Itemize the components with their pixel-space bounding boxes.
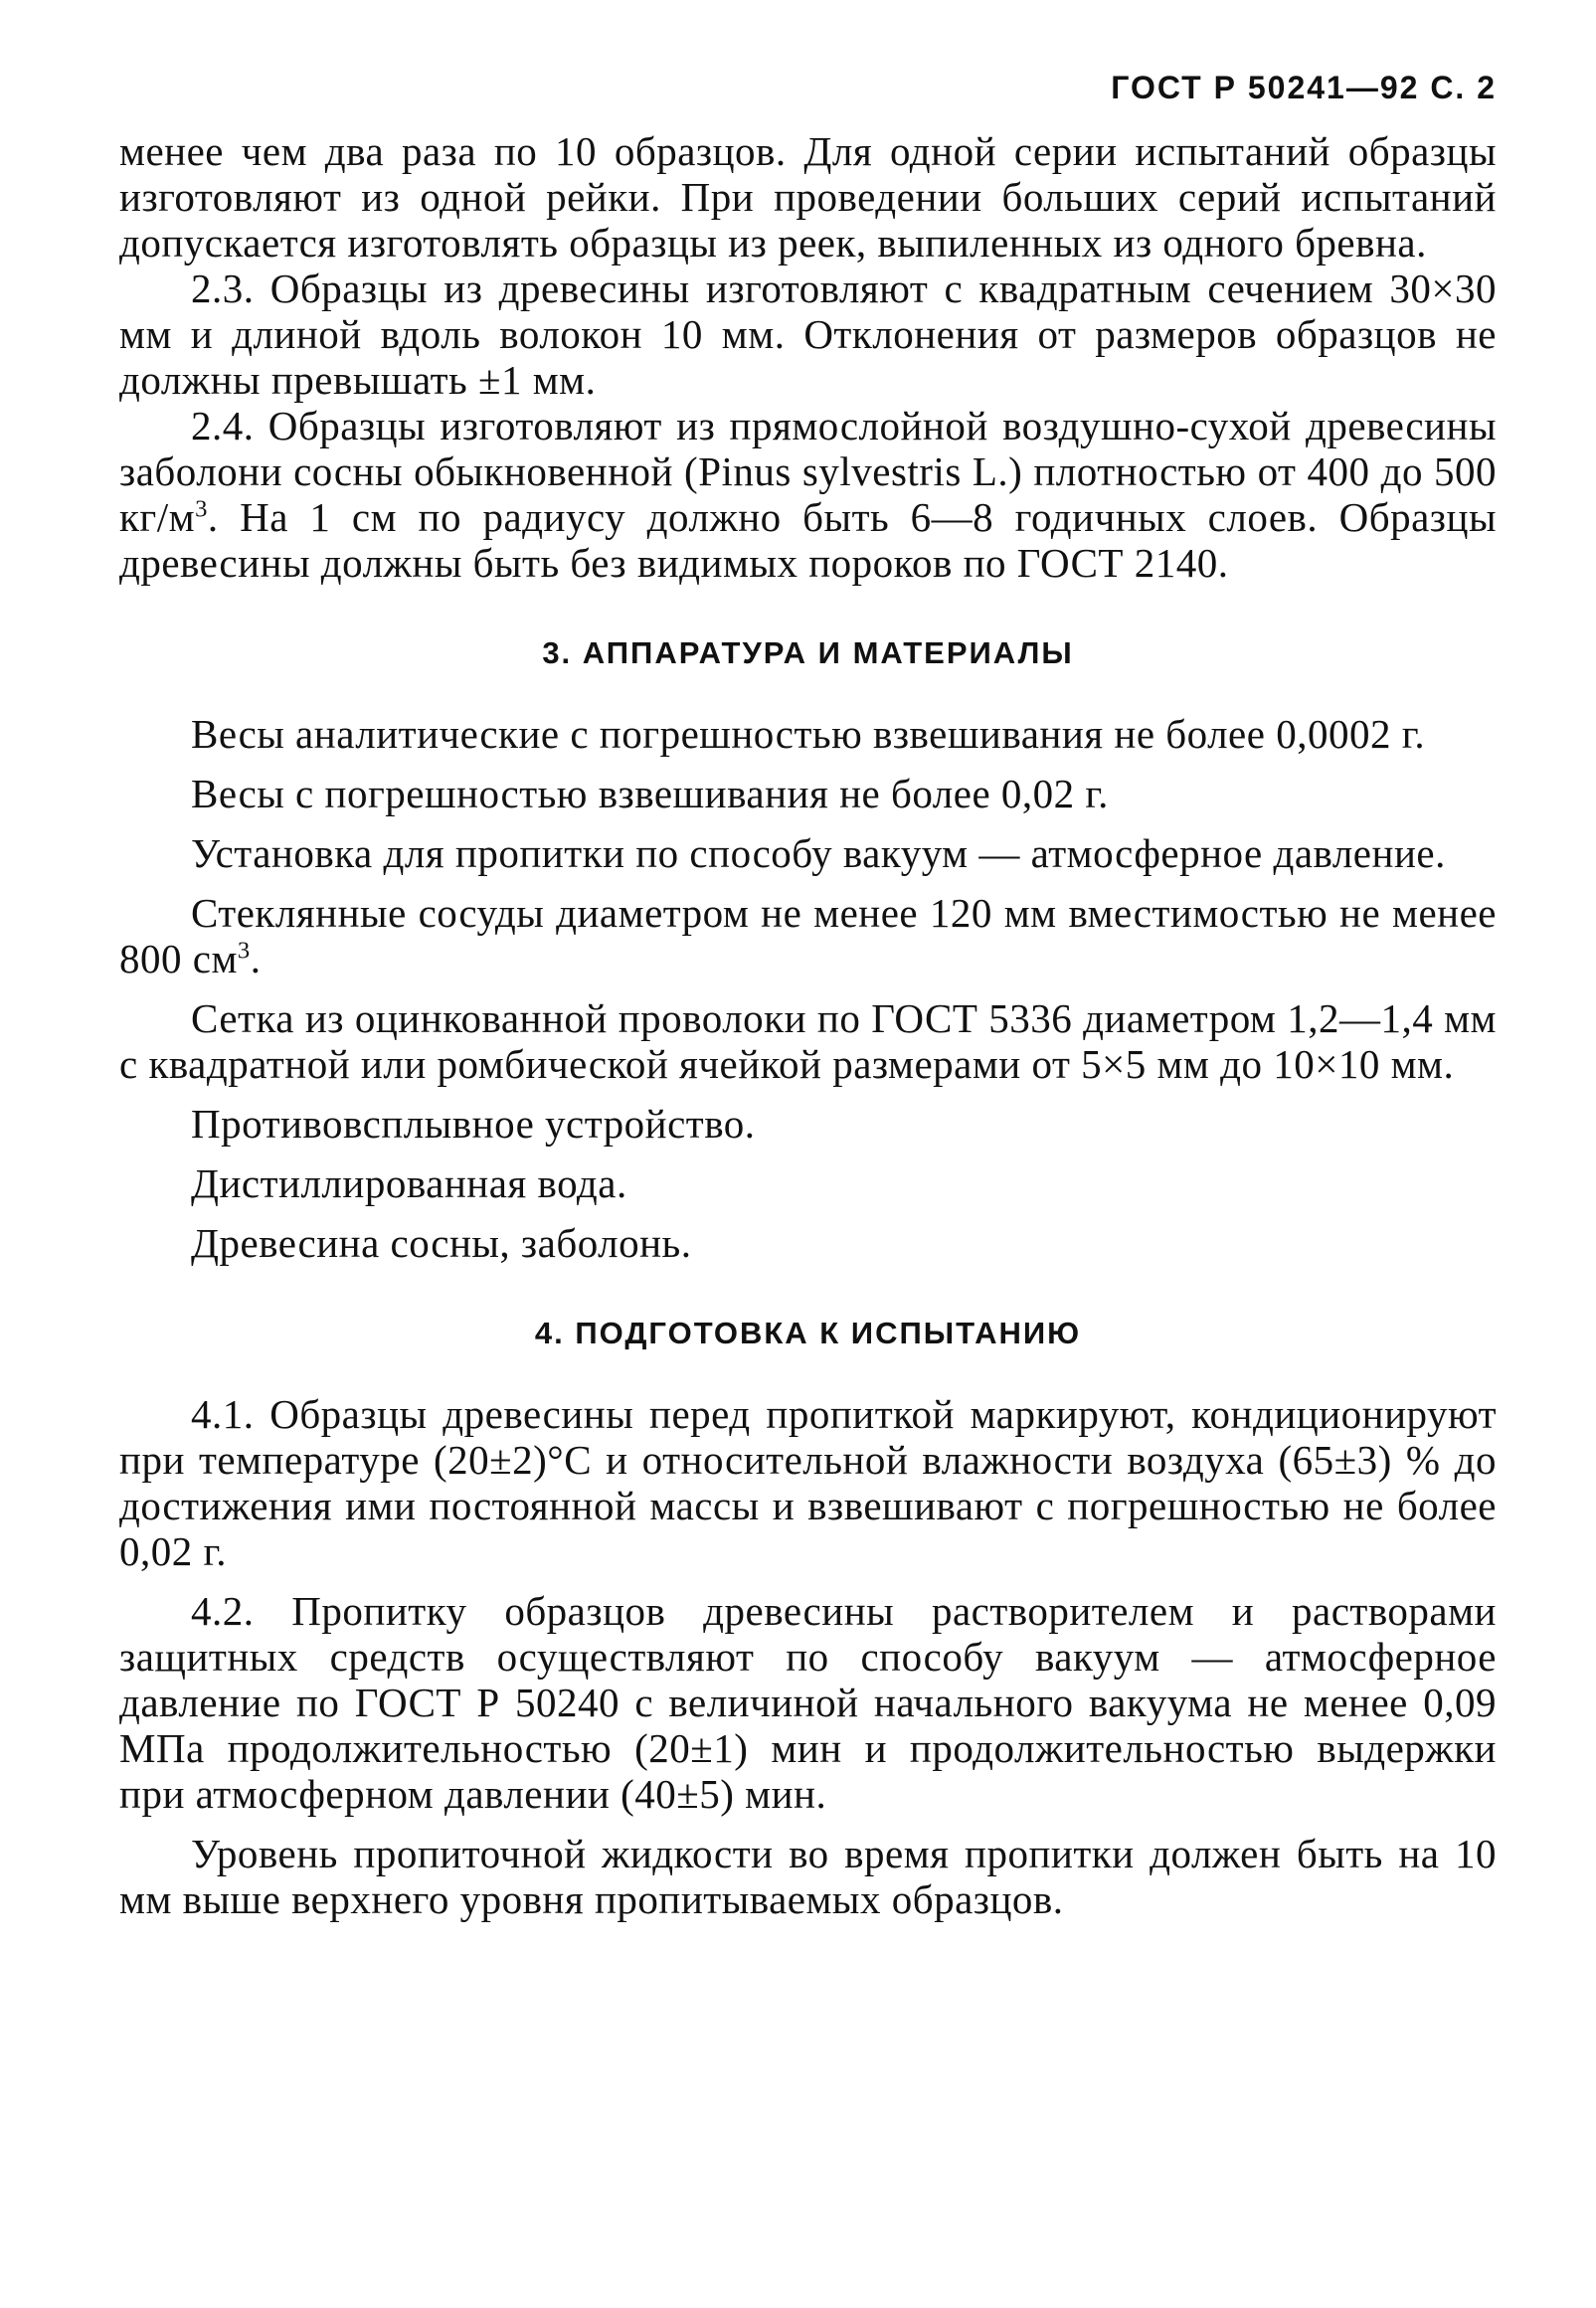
- glass-vessels-text-b: .: [250, 936, 262, 981]
- section2-continuation: менее чем два раза по 10 образцов. Для одной серии испытаний образцы изготовляют из одной рейки. При проведении больших серий испытаний допускается изготовлять образцы из реек, выпиленных из одного бревна.: [119, 128, 1497, 266]
- section4-title: 4. ПОДГОТОВКА К ИСПЫТАНИЮ: [534, 1316, 1082, 1350]
- running-header: ГОСТ Р 50241—92 С. 2: [1111, 70, 1497, 105]
- clause-4-1: 4.1. Образцы древесины перед пропиткой маркируют, кондиционируют при температуре (20±2)°С и относительной влажности воздуха (65±3) % до достижения ими постоянной массы и взвешивают с погрешностью не более 0,02 г.: [119, 1391, 1497, 1574]
- equipment-item-anti-float-device: Противовсплывное устройство.: [191, 1101, 756, 1147]
- section3-title: 3. АППАРАТУРА И МАТЕРИАЛЫ: [542, 635, 1074, 670]
- clause-2-4: [119, 403, 1497, 586]
- equipment-item-scales: Весы с погрешностью взвешивания не более 0,02 г.: [191, 771, 1109, 816]
- equipment-item-distilled-water: Дистиллированная вода.: [191, 1160, 627, 1206]
- clause-2-4-text-a: 2.4. Образцы изготовляют из прямослойной воздушно-сухой древесины заболони сосны обыкновенной (Pinus sylvestris L.) плотностью от 400 до 500 кг/м: [119, 403, 1497, 540]
- clause-2-4-text-b: . На 1 см по радиусу должно быть 6—8 годичных слоев. Образцы древесины должны быть без видимых пороков по ГОСТ 2140.: [119, 494, 1497, 586]
- equipment-item-pine-sapwood: Древесина сосны, заболонь.: [191, 1220, 692, 1266]
- superscript-3: 3: [237, 937, 251, 965]
- superscript-3: 3: [195, 495, 208, 523]
- equipment-item-wire-mesh: Сетка из оцинкованной проволоки по ГОСТ 5336 диаметром 1,2—1,4 мм с квадратной или ромбической ячейкой размерами от 5×5 мм до 10×10 мм.: [119, 995, 1497, 1087]
- clause-4-2: 4.2. Пропитку образцов древесины растворителем и растворами защитных средств осуществляют по способу вакуум — атмосферное давление по ГОСТ Р 50240 с величиной начального вакуума не менее 0,09 МПа продолжительностью (20±1) мин и продолжительностью выдержки при атмосферном давлении (40±5) мин.: [119, 1588, 1497, 1817]
- clause-2-3: 2.3. Образцы из древесины изготовляют с квадратным сечением 30×30 мм и длиной вдоль волокон 10 мм. Отклонения от размеров образцов не должны превышать ±1 мм.: [119, 266, 1497, 403]
- document-page: [119, 70, 1497, 1922]
- glass-vessels-text-a: Стеклянные сосуды диаметром не менее 120 мм вместимостью не менее 800 см: [119, 890, 1497, 981]
- equipment-item-analytical-scales: Весы аналитические с погрешностью взвешивания не более 0,0002 г.: [191, 711, 1426, 757]
- equipment-item-glass-vessels: [119, 890, 1497, 981]
- clause-4-2-level: Уровень пропиточной жидкости во время пропитки должен быть на 10 мм выше верхнего уровня пропитываемых образцов.: [119, 1831, 1497, 1922]
- equipment-item-impregnation-unit: Установка для пропитки по способу вакуум — атмосферное давление.: [191, 830, 1446, 876]
